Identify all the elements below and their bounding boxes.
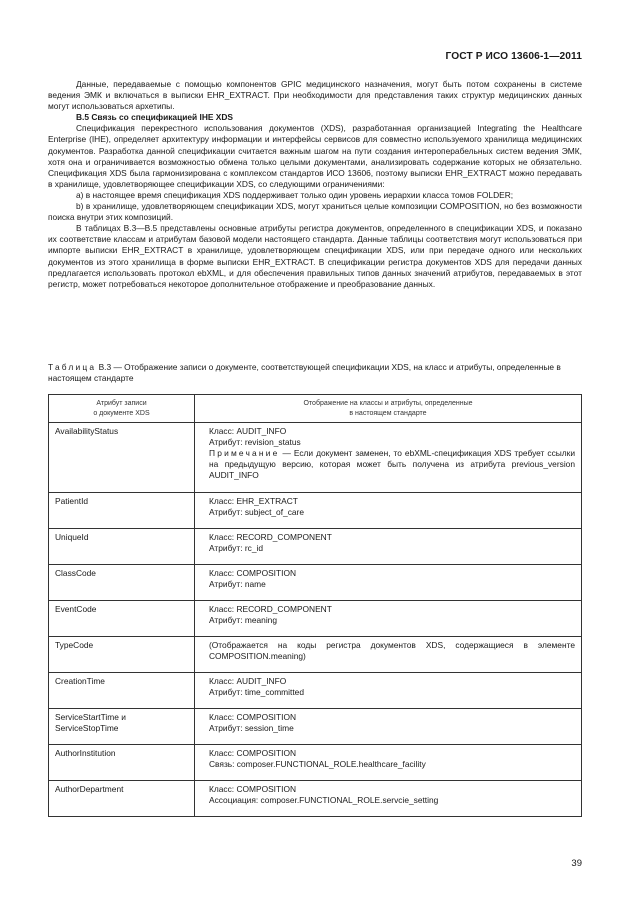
mapping-cell: Класс: RECORD_COMPONENT Атрибут: rc_id	[195, 529, 582, 565]
mapping-table	[48, 394, 582, 817]
attribute-cell: AvailabilityStatus	[49, 423, 195, 493]
attribute-cell: AuthorInstitution	[49, 745, 195, 781]
list-item: а) в настоящее время спецификация XDS поддерживает только один уровень иерархии класса томов FOLDER;	[76, 189, 514, 200]
table-note: Примечание — Если документ заменен, то ebXML-спецификация XDS требует ссылки на предыдущую версию, которая может быть получена из атрибута previous_version AUDIT_INFO	[209, 448, 575, 480]
body-text	[48, 79, 582, 290]
section-heading: В.5 Связь со спецификацией IHE XDS	[76, 112, 234, 123]
mapping-cell: Класс: COMPOSITION Атрибут: name	[195, 565, 582, 601]
standard-header: ГОСТ Р ИСО 13606-1—2011	[445, 51, 582, 62]
mapping-cell: Класс: COMPOSITION Атрибут: session_time	[195, 709, 582, 745]
table-row	[49, 493, 582, 529]
table-row	[49, 529, 582, 565]
attribute-cell: ClassCode	[49, 565, 195, 601]
mapping-cell: Класс: AUDIT_INFO Атрибут: revision_status Примечание — Если документ заменен, то ebXML-спецификация XDS требует ссылки на предыдущую версию, которая может быть получена из атрибута previous_version AUDIT_INFO	[195, 423, 582, 493]
table-caption-word: Таблица	[48, 362, 97, 372]
attribute-cell: UniqueId	[49, 529, 195, 565]
mapping-cell: Класс: EHR_EXTRACT Атрибут: subject_of_care	[195, 493, 582, 529]
attribute-cell: TypeCode	[49, 637, 195, 673]
paragraph: Данные, передаваемые с помощью компонентов GPIC медицинского назначения, могут быть потом сохранены в системе ведения ЭМК и включаться в выписки EHR_EXTRACT. При необходимости для представления таких структур медицинских данных могут использоваться архетипы.	[48, 79, 582, 112]
mapping-cell: Класс: COMPOSITION Ассоциация: composer.FUNCTIONAL_ROLE.servcie_setting	[195, 781, 582, 817]
column-header-mapping: Отображение на классы и атрибуты, определенные в настоящем стандарте	[195, 395, 582, 423]
attribute-cell: PatientId	[49, 493, 195, 529]
paragraph: В таблицах В.3—В.5 представлены основные атрибуты регистра документов, определенного в спецификации XDS, и показано их соответствие классам и атрибутам базовой модели настоящего стандарта. Данные таблицы соответствия могут использоваться при импорте выписки EHR_EXTRACT в хранилище, удовлетворяющем спецификации XDS, или при передаче одного или нескольких документов из этого хранилища в форме выписки EHR_EXTRACT. В спецификации регистра документов XDS для передачи данных предлагается использовать протокол ebXML, и для обеспечения правильных типов данных значений атрибутов, передаваемых в этот регистр, может потребоваться некоторое дополнительное отображение и преобразование данных.	[48, 223, 582, 289]
table-row	[49, 601, 582, 637]
list-item: b) в хранилище, удовлетворяющем спецификации XDS, могут храниться целые композиции COMPOSITION, но без возможности поиска внутри этих композиций.	[48, 201, 582, 223]
attribute-cell: AuthorDepartment	[49, 781, 195, 817]
paragraph: Спецификация перекрестного использования документов (XDS), разработанная организацией Integrating the Healthcare Enterprise (IHE), определяет архитектуру информации и интерфейсы сервисов для совместно используемого хранилища медицинских документов. Разработка данной спецификации считается важным шагом на пути создания интероперабельных систем ведения ЭМК, хотя она и ограничивается возможностью обмена только целыми документами, анализировать содержание которых не обязательно. Спецификация XDS была гармонизирована с комплексом стандартов ИСО 13606, поэтому выписки EHR_EXTRACT можно передавать в хранилище, удовлетворяющее спецификации XDS, со следующими ограничениями:	[48, 123, 582, 189]
table-row	[49, 745, 582, 781]
table-caption-text: В.3 — Отображение записи о документе, соответствующей спецификации XDS, на класс и атрибуты, определенные в настоящем стандарте	[48, 362, 561, 384]
attribute-cell: ServiceStartTime и ServiceStopTime	[49, 709, 195, 745]
mapping-cell: Класс: COMPOSITION Связь: composer.FUNCTIONAL_ROLE.healthcare_facility	[195, 745, 582, 781]
mapping-cell: Класс: RECORD_COMPONENT Атрибут: meaning	[195, 601, 582, 637]
table-row	[49, 565, 582, 601]
table-header-row	[49, 395, 582, 423]
page-number: 39	[571, 858, 582, 869]
attribute-cell: EventCode	[49, 601, 195, 637]
table-row	[49, 709, 582, 745]
table-caption	[48, 362, 582, 384]
column-header-attribute: Атрибут записи о документе XDS	[49, 395, 195, 423]
mapping-cell: (Отображается на коды регистра документов XDS, содержащиеся в элементе COMPOSITION.meaning)	[195, 637, 582, 673]
attribute-cell: CreationTime	[49, 673, 195, 709]
table-row	[49, 781, 582, 817]
mapping-cell: Класс: AUDIT_INFO Атрибут: time_committed	[195, 673, 582, 709]
table-row	[49, 423, 582, 493]
table-row	[49, 637, 582, 673]
table-row	[49, 673, 582, 709]
